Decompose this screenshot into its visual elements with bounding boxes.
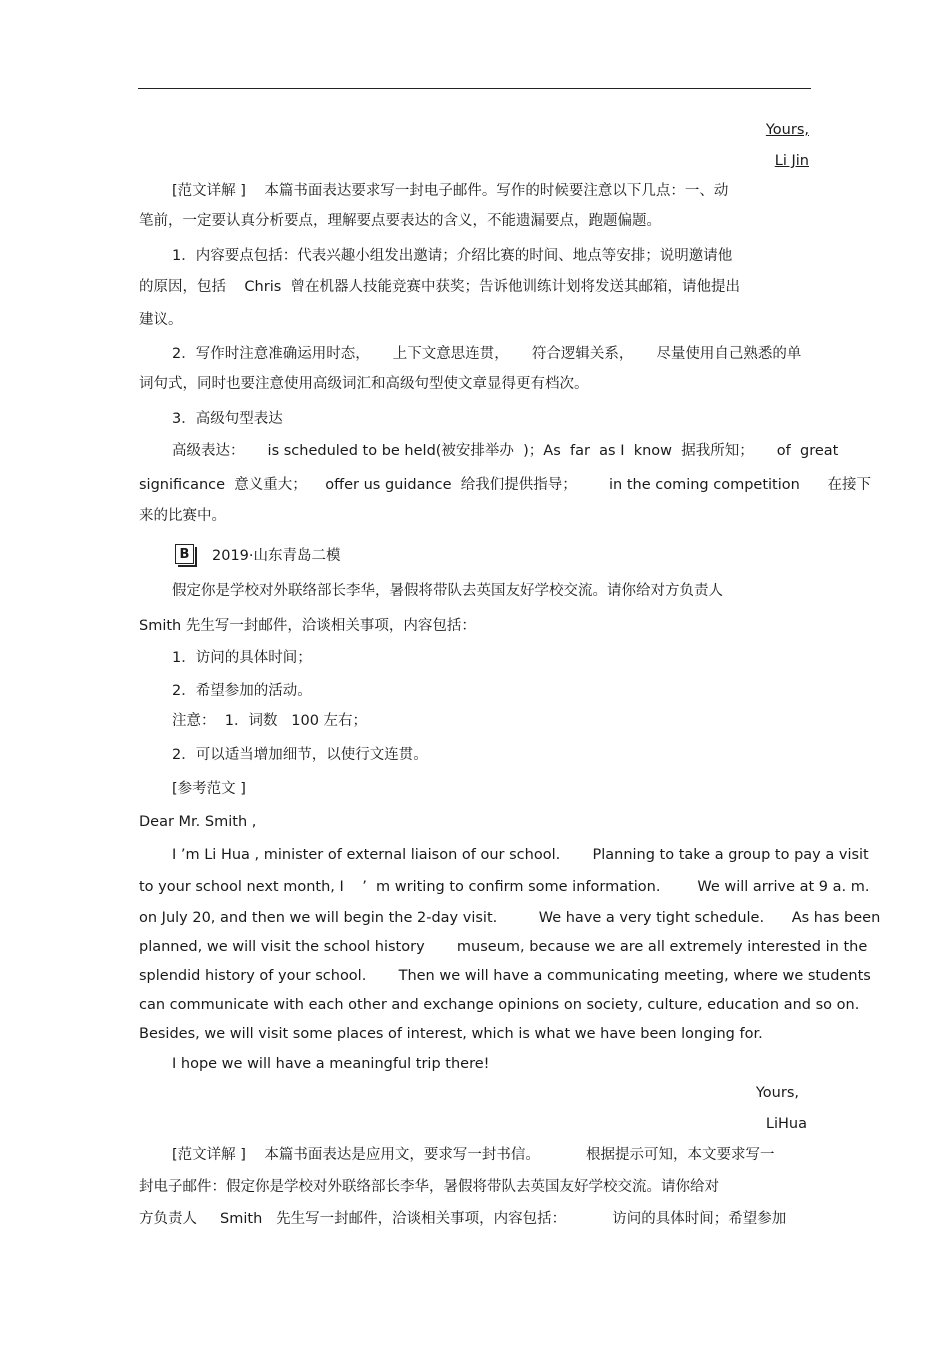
section-b-source: 2019·山东青岛二模 <box>212 548 341 564</box>
letter-line5: splendid history of your school. Then we will have a communicating meeting, where we students <box>139 968 871 984</box>
signature-li-jin: Li Jin <box>774 153 809 169</box>
analysis1-line1: [范文详解 ] 本篇书面表达要求写一封电子邮件。写作的时候要注意以下几点：一、动 <box>172 183 729 199</box>
task-note2: 2．可以适当增加细节，以使行文连贯。 <box>172 747 428 763</box>
letter-greeting: Dear Mr. Smith , <box>139 814 257 830</box>
letter-line6: can communicate with each other and exchange opinions on society, culture, education and so on. <box>139 997 860 1013</box>
header-rule <box>138 88 811 89</box>
task-note: 注意： 1．词数 100 左右； <box>172 713 368 729</box>
expressions-line1: 高级表达： is scheduled to be held(被安排举办 )；As far as I know 据我所知； of great <box>172 443 839 459</box>
point2-line2: 词句式，同时也要注意使用高级词汇和高级句型使文章显得更有档次。 <box>139 376 589 392</box>
point1-line2: 的原因，包括 Chris 曾在机器人技能竞赛中获奖；告诉他训练计划将发送其邮箱，请他提出 <box>139 279 741 295</box>
task-line2: Smith 先生写一封邮件，洽谈相关事项，内容包括： <box>139 618 476 634</box>
letter-line4: planned, we will visit the school history museum, because we are all extremely interested in the <box>139 939 868 955</box>
closing-yours-1: Yours, <box>765 122 809 138</box>
analysis1-line2: 笔前，一定要认真分析要点，理解要点要表达的含义，不能遗漏要点，跑题偏题。 <box>139 213 661 229</box>
letter-line8: I hope we will have a meaningful trip there! <box>172 1056 490 1072</box>
analysis2-line2: 封电子邮件：假定你是学校对外联络部长李华，暑假将带队去英国友好学校交流。请你给对 <box>139 1179 719 1195</box>
closing-yours-2: Yours, <box>755 1085 799 1101</box>
expressions-line2: significance 意义重大； offer us guidance 给我们提供指导； in the coming competition 在接下 <box>139 477 871 493</box>
section-b-badge: B <box>175 544 194 564</box>
signature-lihua: LiHua <box>765 1116 807 1132</box>
point1-line3: 建议。 <box>139 312 183 328</box>
letter-line1: I ’m Li Hua , minister of external liaison of our school. Planning to take a group to pay a visit <box>172 847 869 863</box>
task-item2: 2．希望参加的活动。 <box>172 683 312 699</box>
task-line1: 假定你是学校对外联络部长李华，暑假将带队去英国友好学校交流。请你给对方负责人 <box>172 583 723 599</box>
task-item1: 1．访问的具体时间； <box>172 650 312 666</box>
letter-line3: on July 20, and then we will begin the 2-day visit. We have a very tight schedule. As has been <box>139 910 881 926</box>
letter-line2: to your school next month, I ’ m writing to confirm some information. We will arrive at 9 a. m. <box>139 879 870 895</box>
point3-heading: 3．高级句型表达 <box>172 411 283 427</box>
analysis2-line1: [范文详解 ] 本篇书面表达是应用文，要求写一封书信。 根据提示可知，本文要求写一 <box>172 1147 775 1163</box>
point2-line1: 2．写作时注意准确运用时态， 上下文意思连贯， 符合逻辑关系， 尽量使用自己熟悉的单 <box>172 346 802 362</box>
point1-line1: 1．内容要点包括：代表兴趣小组发出邀请；介绍比赛的时间、地点等安排；说明邀请他 <box>172 248 733 264</box>
letter-line7: Besides, we will visit some places of interest, which is what we have been longing for. <box>139 1026 763 1042</box>
expressions-line3: 来的比赛中。 <box>139 508 226 524</box>
reference-heading: [参考范文 ] <box>172 781 246 797</box>
analysis2-line3: 方负责人 Smith 先生写一封邮件，洽谈相关事项，内容包括： 访问的具体时间；希望参加 <box>139 1211 787 1227</box>
